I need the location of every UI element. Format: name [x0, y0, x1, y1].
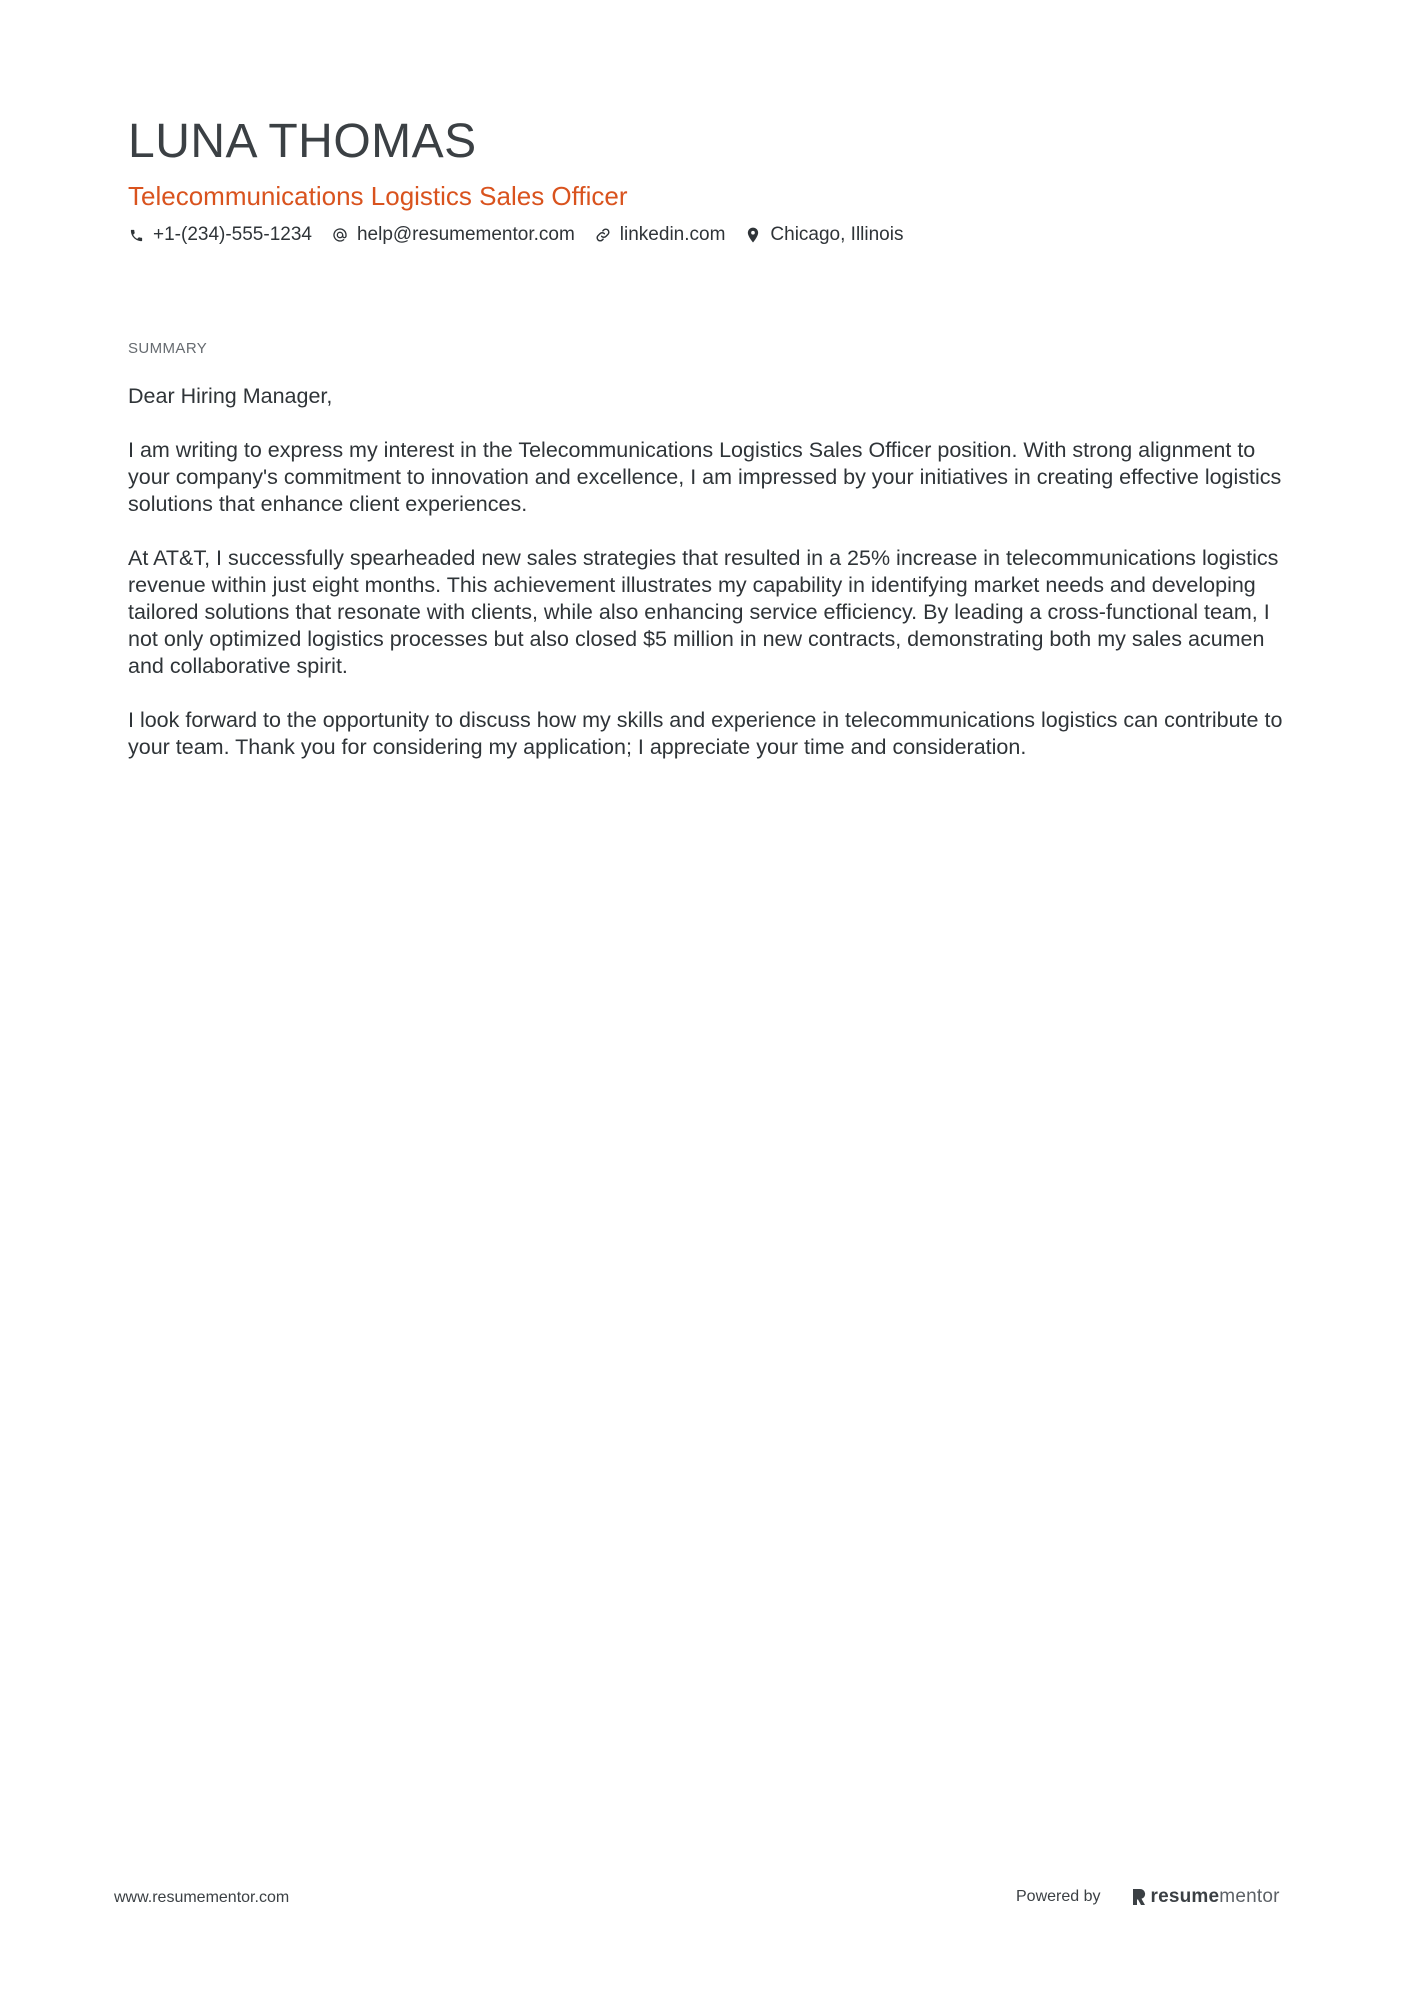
summary-body [128, 383, 1288, 788]
paragraph-closing: I look forward to the opportunity to discuss how my skills and experience in telecommunications logistics can contribute to your team. Thank you for considering my application; I appreciate your time and consideration. [128, 708, 1283, 759]
paragraph-intro: I am writing to express my interest in the Telecommunications Logistics Sales Officer position. With strong alignment to your company's commitment to innovation and excellence, I am impressed by your initiatives in creating effective logistics solutions that enhance client experiences. [128, 438, 1282, 516]
salutation: Dear Hiring Manager, [128, 384, 333, 408]
footer-brand [1016, 1886, 1280, 1908]
candidate-name: LUNA THOMAS [128, 115, 477, 168]
brand-text-resume: resume [1150, 1886, 1220, 1907]
contact-website [595, 222, 726, 248]
location-text: Chicago, Illinois [770, 224, 904, 245]
header [128, 114, 1288, 248]
email-text: help@resumementor.com [356, 224, 575, 245]
contact-row [128, 222, 1288, 248]
website-text: linkedin.com [619, 224, 726, 245]
link-icon [595, 227, 611, 243]
contact-email [332, 222, 575, 248]
powered-by-label: Powered by [1016, 1888, 1101, 1905]
contact-phone [128, 222, 312, 248]
summary-heading: SUMMARY [128, 340, 208, 357]
brand-text-mentor: mentor [1219, 1886, 1280, 1907]
phone-text: +1-(234)-555-1234 [153, 224, 312, 245]
resumementor-logo-icon [1131, 1887, 1147, 1907]
paragraph-achievements: At AT&T, I successfully spearheaded new sales strategies that resulted in a 25% increase in telecommunications logistics revenue within just eight months. This achievement illustrates my capability in identifying market needs and developing tailored solutions that resonate with clients, while also enhancing service efficiency. By leading a cross-functional team, I not only optimized logistics processes but also closed $5 million in new contracts, demonstrating both my sales acumen and collaborative spirit. [128, 546, 1279, 678]
contact-location [745, 222, 903, 248]
at-icon [332, 227, 348, 243]
candidate-role: Telecommunications Logistics Sales Officer [128, 181, 628, 211]
map-pin-icon [745, 227, 761, 243]
resumementor-logo[interactable] [1131, 1886, 1280, 1908]
footer-website[interactable]: www.resumementor.com [114, 1889, 290, 1906]
phone-icon [128, 227, 144, 243]
